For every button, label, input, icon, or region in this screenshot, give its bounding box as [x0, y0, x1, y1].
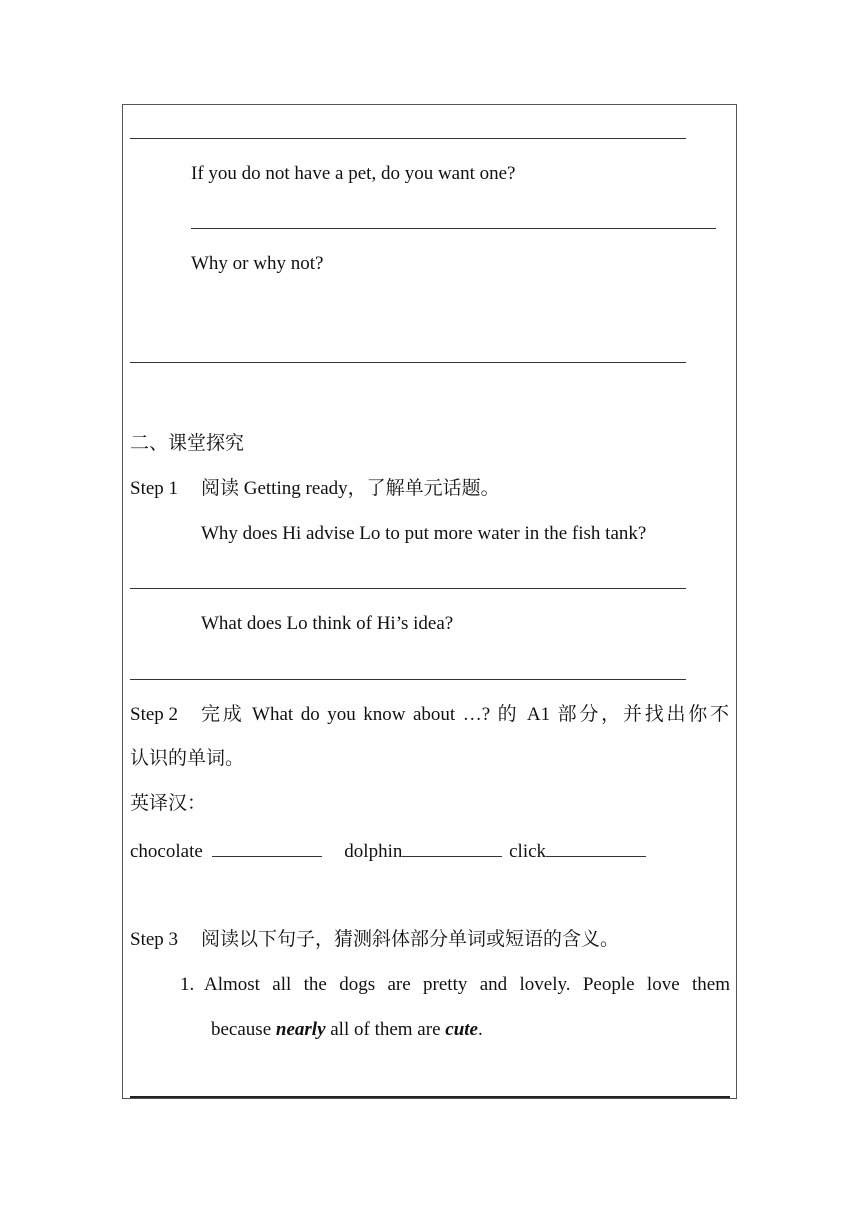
sentence-text: .: [477, 1019, 483, 1040]
step1-label: Step 1: [130, 478, 179, 499]
vocab-word: chocolate: [130, 841, 203, 862]
italic-word: cute: [445, 1019, 478, 1040]
vocab-row: [130, 838, 646, 864]
sentence-text: because: [211, 1019, 276, 1040]
sentence-line2: [211, 1018, 483, 1042]
italic-word: nearly: [275, 1019, 326, 1040]
step1-instruction: 阅读 Getting ready，了解单元话题。: [201, 478, 500, 499]
step2-instruction-line2: 认识的单词。: [130, 748, 245, 769]
question-why: Why or why not?: [191, 253, 324, 274]
section-heading: 二、课堂探究: [130, 433, 245, 454]
vocab-blank[interactable]: [402, 838, 502, 857]
answer-line[interactable]: [191, 228, 716, 229]
sentence-text: all of them are: [325, 1019, 446, 1040]
vocab-word: dolphin: [344, 841, 403, 862]
vocab-word: click: [509, 841, 547, 862]
bottom-rule: [130, 1096, 730, 1098]
sentence-line1: Almost all the dogs are pretty and lovely. People love them: [204, 974, 730, 995]
answer-line[interactable]: [130, 362, 686, 363]
step2-label: Step 2: [130, 704, 179, 725]
vocab-blank[interactable]: [212, 838, 322, 857]
answer-line[interactable]: [130, 588, 686, 589]
step1-question-2: What does Lo think of Hi’s idea?: [201, 613, 454, 634]
answer-line[interactable]: [130, 138, 686, 139]
step1-question-1: Why does Hi advise Lo to put more water in the fish tank?: [201, 523, 647, 544]
step3-instruction: 阅读以下句子，猜测斜体部分单词或短语的含义。: [201, 929, 620, 950]
vocab-blank[interactable]: [546, 838, 646, 857]
item-number: 1.: [180, 974, 195, 995]
translate-label: 英译汉：: [130, 793, 207, 814]
question-pet: If you do not have a pet, do you want one?: [191, 163, 516, 184]
step2-instruction-line1: 完成 What do you know about …? 的 A1 部分，并找出你不: [201, 704, 729, 725]
answer-line[interactable]: [130, 679, 686, 680]
step3-label: Step 3: [130, 929, 179, 950]
